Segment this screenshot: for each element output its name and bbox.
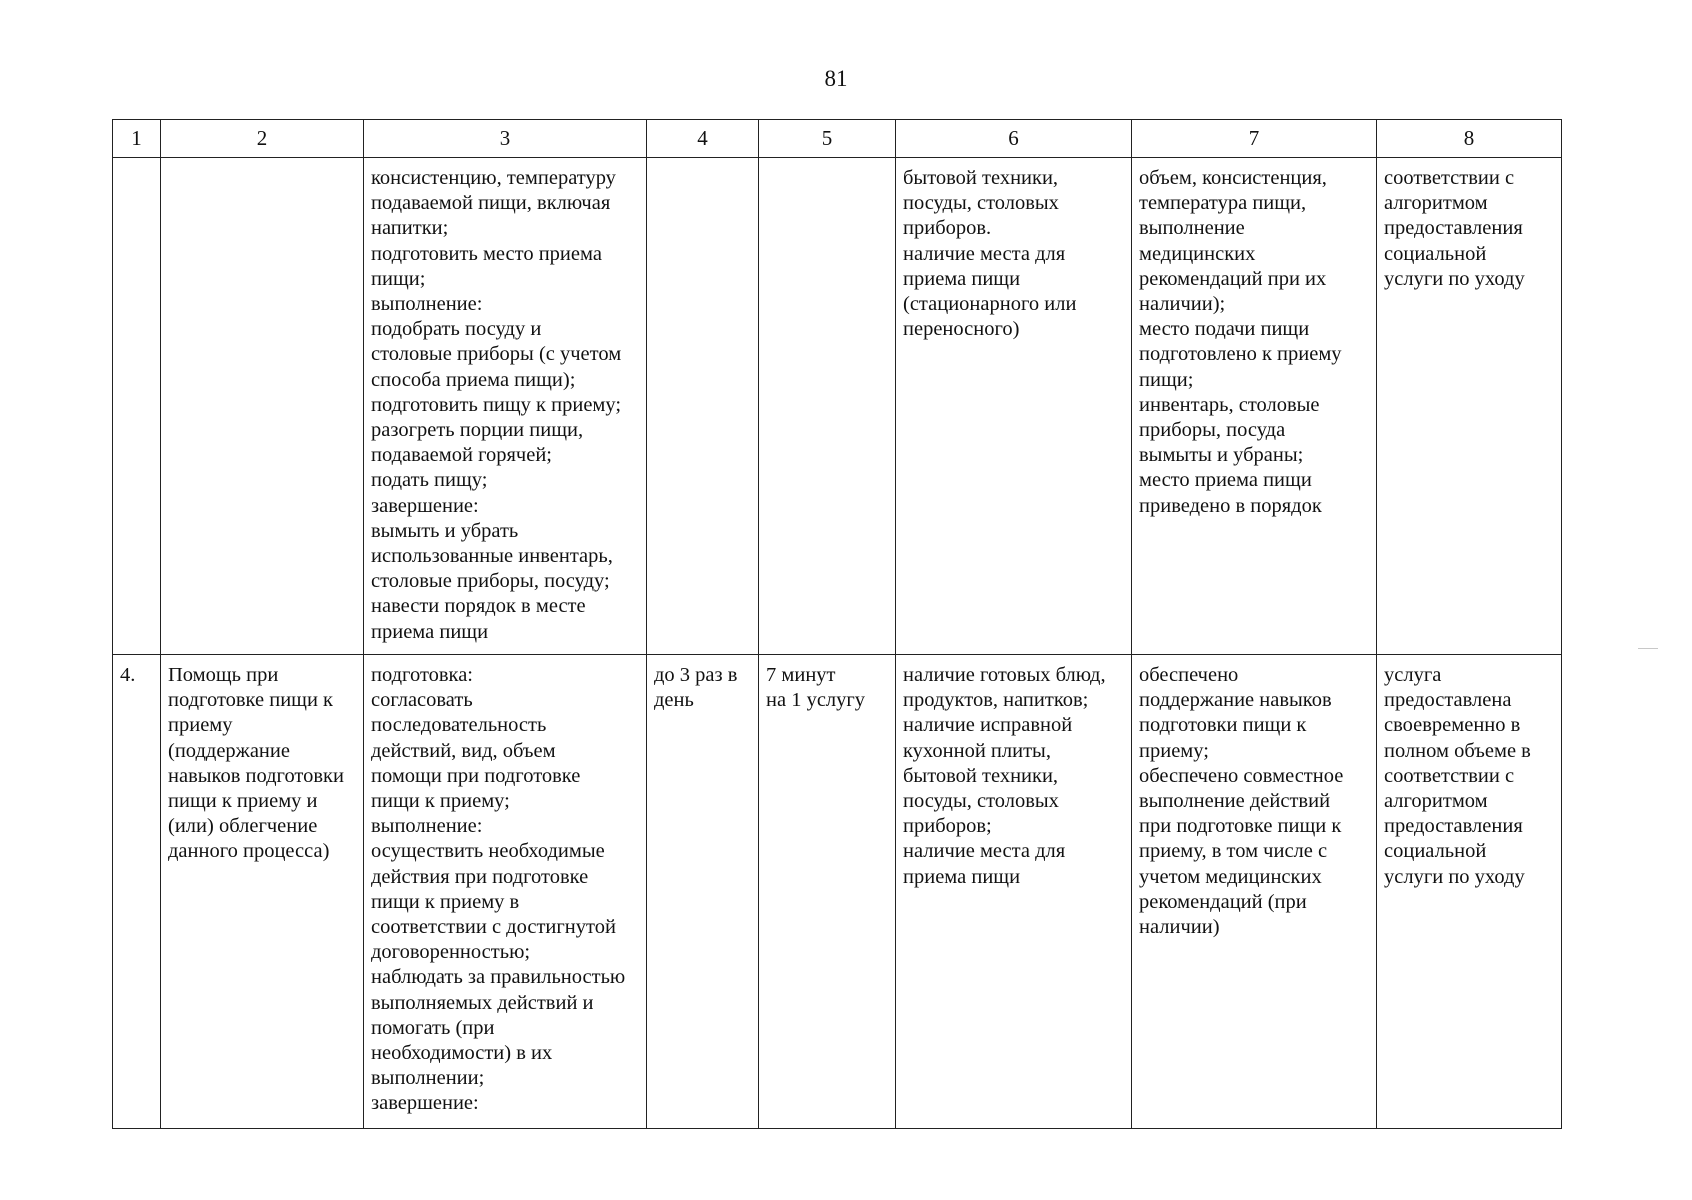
table-cell [1132,158,1377,655]
cell-text-line: навыков подготовки [168,764,344,787]
cell-text-line: медицинских [1139,242,1256,265]
cell-text-line: согласовать [371,689,473,712]
cell-text-line: пищи к приему и [168,790,318,813]
cell-text-line: завершение: [371,494,479,517]
table-cell [1377,655,1562,1129]
cell-text-line: приема пищи [371,620,489,643]
cell-text-line: помогать (при [371,1016,495,1039]
cell-text-line: приему; [1139,739,1209,762]
cell-text-line: подаваемой горячей; [371,444,552,467]
table-cell [364,158,647,655]
cell-text-line: завершение: [371,1092,479,1115]
column-number-cell: 8 [1377,120,1562,158]
cell-text-line: действия при подготовке [371,865,589,888]
cell-text-line: приборы, посуда [1139,419,1286,442]
cell-text-line: необходимости) в их [371,1042,553,1065]
cell-text-line: бытовой техники, [903,167,1059,189]
cell-text-line: предоставления [1384,815,1523,838]
cell-text-line: объем, консистенция, [1139,167,1327,189]
cell-text-line: данного процесса) [168,840,330,863]
cell-text-line: действий, вид, объем [371,739,556,762]
cell-text-line: выполнение: [371,293,483,316]
cell-text-line: подготовить пищу к приему; [371,393,622,416]
column-number-cell: 2 [161,120,364,158]
cell-text-line: осуществить необходимые [371,840,605,863]
cell-text-line: день [654,689,694,712]
cell-text-line: обеспечено совместное [1139,764,1344,787]
cell-text-line: предоставления [1384,217,1523,240]
cell-text-line: посуды, столовых [903,192,1059,215]
table-cell [364,655,647,1129]
cell-text-line: наличие исправной [903,714,1073,737]
table-cell [113,655,161,1129]
cell-text-line: поддержание навыков [1139,689,1332,712]
table-cell [647,655,759,1129]
cell-text-line: использованные инвентарь, [371,545,613,568]
column-number-cell: 6 [896,120,1132,158]
cell-text-line: услуги по уходу [1384,267,1525,290]
page-number: 81 [824,66,848,91]
cell-text-line: наблюдать за правильностью [371,966,626,989]
cell-text-line: навести порядок в месте [371,595,586,618]
column-number-cell: 1 [113,120,161,158]
cell-text-line: наличие места для [903,242,1066,265]
cell-text-line: соответствии с [1384,167,1515,189]
cell-text-line: предоставлена [1384,689,1512,712]
cell-text-line: учетом медицинских [1139,865,1322,888]
cell-text-line: соответствии с [1384,764,1515,787]
cell-text-line: вымыты и убраны; [1139,444,1304,467]
cell-text-line: рекомендаций при их [1139,267,1327,290]
cell-text-line: температура пищи, [1139,192,1307,215]
cell-text-line: социальной [1384,840,1487,863]
cell-text-line: наличие места для [903,840,1066,863]
cell-text-line: пищи к приему в [371,890,520,913]
cell-text-line: обеспечено [1139,664,1239,686]
table-row [113,158,1562,655]
cell-text-line: (поддержание [168,739,290,762]
cell-text-line: пищи к приему; [371,790,510,813]
cell-text-line: (или) облегчение [168,815,318,838]
cell-text-line: социальной [1384,242,1487,265]
cell-text-line: при подготовке пищи к [1139,815,1342,838]
column-number-cell: 4 [647,120,759,158]
cell-text-line: пищи; [1139,368,1194,391]
cell-text-line: место подачи пищи [1139,318,1310,341]
cell-text-line: инвентарь, столовые [1139,393,1320,416]
cell-text-line: выполнение: [371,815,483,838]
cell-text-line: консистенцию, температуру [371,167,616,189]
table-cell [1132,655,1377,1129]
cell-text-line: алгоритмом [1384,192,1488,215]
cell-text-line: приборов. [903,217,992,240]
cell-text-line: наличии); [1139,293,1226,316]
cell-text-line: приведено в порядок [1139,494,1322,517]
column-number-cell: 7 [1132,120,1377,158]
cell-text-line: алгоритмом [1384,790,1488,813]
cell-text-line: подготовке пищи к [168,689,334,712]
column-number-cell: 5 [759,120,896,158]
cell-text-line: подготовки пищи к [1139,714,1307,737]
cell-text-line: продуктов, напитков; [903,689,1089,712]
cell-text-line: приему [168,714,233,737]
cell-text-line: выполнение [1139,217,1245,240]
table-cell [1377,158,1562,655]
cell-text-line: приема пищи [903,267,1021,290]
cell-text-line: на 1 услугу [766,689,866,712]
cell-text-line: бытовой техники, [903,764,1059,787]
cell-text-line: переносного) [903,318,1020,341]
cell-text-line: помощи при подготовке [371,764,581,787]
cell-text-line: рекомендаций (при [1139,890,1307,913]
cell-text-line: подобрать посуду и [371,318,542,341]
cell-text-line: подготовка: [371,664,473,686]
cell-text-line: до 3 раз в [654,664,738,686]
cell-text-line: напитки; [371,217,449,240]
cell-text-line: разогреть порции пищи, [371,419,584,442]
cell-text-line: 4. [120,664,136,686]
cell-text-line: приема пищи [903,865,1021,888]
table-cell [161,655,364,1129]
table-row [113,655,1562,1129]
services-table [112,119,1562,1129]
cell-text-line: подготовлено к приему [1139,343,1342,366]
cell-text-line: услуги по уходу [1384,865,1525,888]
cell-text-line: вымыть и убрать [371,519,519,542]
table-cell [647,158,759,655]
cell-text-line: способа приема пищи); [371,368,576,391]
cell-text-line: своевременно в [1384,714,1521,737]
cell-text-line: посуды, столовых [903,790,1059,813]
table-cell [161,158,364,655]
scan-mark [1638,648,1658,649]
cell-text-line: (стационарного или [903,293,1077,316]
cell-text-line: наличие готовых блюд, [903,664,1106,686]
cell-text-line: кухонной плиты, [903,739,1051,762]
cell-text-line: столовые приборы (с учетом [371,343,622,366]
column-number-row [113,120,1562,158]
cell-text-line: договоренностью; [371,941,531,964]
cell-text-line: выполнении; [371,1067,485,1090]
cell-text-line: подать пищу; [371,469,488,492]
cell-text-line: полном объеме в [1384,739,1531,762]
cell-text-line: подготовить место приема [371,242,602,265]
table-cell [896,655,1132,1129]
table-cell [896,158,1132,655]
cell-text-line: услуга [1384,664,1442,686]
column-number-cell: 3 [364,120,647,158]
cell-text-line: пищи; [371,267,426,290]
cell-text-line: приему, в том числе с [1139,840,1328,863]
cell-text-line: 7 минут [766,664,836,686]
cell-text-line: последовательность [371,714,547,737]
table-cell [759,158,896,655]
table-cell [759,655,896,1129]
cell-text-line: приборов; [903,815,992,838]
table-cell [113,158,161,655]
cell-text-line: выполняемых действий и [371,991,594,1014]
cell-text-line: наличии) [1139,916,1220,939]
cell-text-line: выполнение действий [1139,790,1331,813]
cell-text-line: Помощь при [168,664,279,686]
cell-text-line: столовые приборы, посуду; [371,570,610,593]
cell-text-line: соответствии с достигнутой [371,916,616,939]
cell-text-line: место приема пищи [1139,469,1312,492]
cell-text-line: подаваемой пищи, включая [371,192,611,215]
